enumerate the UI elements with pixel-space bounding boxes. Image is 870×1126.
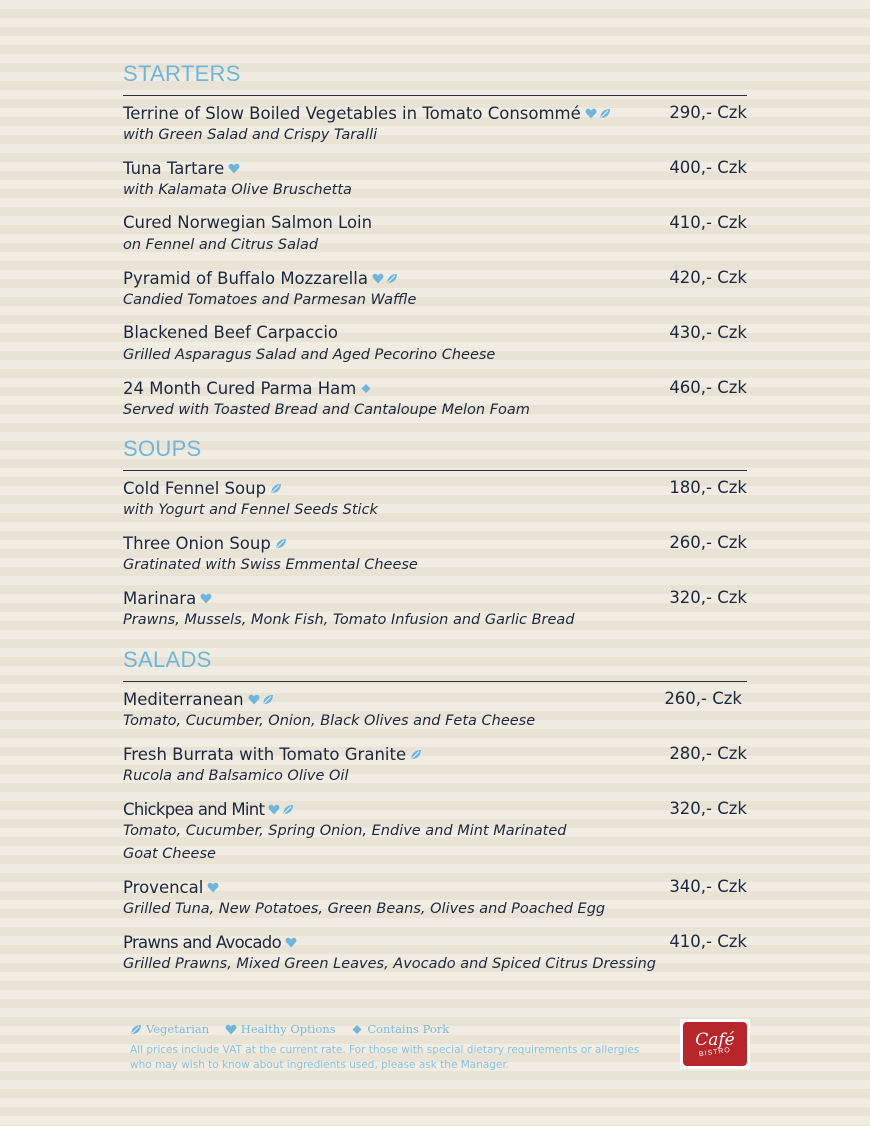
menu-item (123, 476, 747, 531)
item-price: 290,- Czk (669, 103, 747, 122)
heart-icon (248, 694, 260, 705)
menu-item (123, 156, 747, 211)
item-description: Candied Tomatoes and Parmesan Waffle (123, 292, 417, 308)
section-title-salads: SALADS (123, 647, 212, 672)
menu-item (123, 742, 747, 797)
menu-item (123, 930, 747, 985)
soups-list (123, 476, 747, 641)
item-name: Cold Fennel Soup (123, 479, 267, 498)
leaf-icon (275, 538, 287, 549)
menu-item (123, 376, 747, 431)
leaf-icon (270, 483, 282, 494)
item-name: Tuna Tartare (123, 159, 225, 178)
item-name: Chickpea and Mint (123, 800, 265, 819)
logo-cafe-text: Café (695, 1030, 735, 1050)
item-price: 260,- Czk (664, 689, 742, 708)
menu-item (123, 101, 747, 156)
item-name: Prawns and Avocado (123, 933, 281, 952)
menu-footer (130, 1019, 670, 1073)
diet-tags (275, 531, 289, 555)
menu-item (123, 266, 747, 321)
item-price: 410,- Czk (669, 932, 747, 951)
item-price: 340,- Czk (669, 877, 747, 896)
item-name: Mediterranean (123, 690, 244, 709)
diet-tags (285, 930, 299, 954)
menu-item (123, 321, 747, 376)
legend-vegetarian: Vegetarian (130, 1019, 209, 1038)
leaf-icon (130, 1024, 142, 1035)
menu-item (123, 797, 747, 875)
item-name: Three Onion Soup (123, 534, 271, 553)
legend-pork: Contains Pork (351, 1019, 449, 1038)
item-price: 280,- Czk (669, 744, 747, 763)
starters-list (123, 101, 747, 431)
heart-icon (225, 1024, 237, 1035)
item-name: Marinara (123, 589, 197, 608)
heart-icon (200, 593, 212, 604)
legend-healthy: Healthy Options (225, 1019, 336, 1038)
item-description: Grilled Asparagus Salad and Aged Pecorino Cheese (123, 347, 496, 363)
leaf-icon (410, 749, 422, 760)
item-description: Grilled Tuna, New Potatoes, Green Beans, Olives and Poached Egg (123, 901, 606, 917)
diet-tags (268, 797, 296, 821)
diamond-icon (360, 383, 372, 394)
item-description: Prawns, Mussels, Monk Fish, Tomato Infusion and Garlic Bread (123, 612, 575, 628)
item-price: 400,- Czk (669, 158, 747, 177)
item-price: 460,- Czk (669, 378, 747, 397)
item-description: with Yogurt and Fennel Seeds Stick (123, 502, 378, 518)
menu-item (123, 531, 747, 586)
heart-icon (207, 882, 219, 893)
cafe-bistro-logo (680, 1019, 750, 1069)
diet-tags (200, 586, 214, 610)
item-price: 320,- Czk (669, 799, 747, 818)
item-name: Terrine of Slow Boiled Vegetables in Tomato Consommé (123, 104, 581, 123)
leaf-icon (262, 694, 274, 705)
item-description: Tomato, Cucumber, Onion, Black Olives and Feta Cheese (123, 713, 536, 729)
heart-icon (372, 273, 384, 284)
diet-tags (248, 687, 276, 711)
menu-item (123, 586, 747, 641)
item-name: Provencal (123, 878, 204, 897)
heart-icon (585, 108, 597, 119)
item-name: Cured Norwegian Salmon Loin (123, 213, 373, 232)
item-description: Grilled Prawns, Mixed Green Leaves, Avocado and Spiced Citrus Dressing (123, 956, 656, 972)
item-description: with Kalamata Olive Bruschetta (123, 182, 352, 198)
section-salads (123, 646, 747, 985)
item-name: Pyramid of Buffalo Mozzarella (123, 269, 368, 288)
menu-item (123, 687, 747, 742)
section-divider (123, 95, 747, 96)
section-divider (123, 681, 747, 682)
section-title-soups: SOUPS (123, 436, 202, 461)
menu-item (123, 211, 747, 266)
diet-tags (228, 156, 242, 180)
section-soups (123, 435, 747, 641)
leaf-icon (282, 804, 294, 815)
item-description: Tomato, Cucumber, Spring Onion, Endive and Mint Marinated Goat Cheese (123, 823, 567, 862)
logo-bistro-text: BISTRO (698, 1046, 732, 1059)
item-description: Rucola and Balsamico Olive Oil (123, 768, 349, 784)
diet-tags (585, 101, 613, 125)
item-description: on Fennel and Citrus Salad (123, 237, 319, 253)
item-price: 320,- Czk (669, 588, 747, 607)
menu-item (123, 875, 747, 930)
item-price: 410,- Czk (669, 213, 747, 232)
diet-tags (360, 376, 374, 400)
item-price: 430,- Czk (669, 323, 747, 342)
diet-tags (372, 266, 400, 290)
vat-allergy-note: All prices include VAT at the current rate. For those with special dietary requirements or allergies who may wish to know about ingredients used, please ask the Manager. (130, 1044, 640, 1071)
diet-tags (410, 742, 424, 766)
section-starters (123, 60, 747, 431)
leaf-icon (386, 273, 398, 284)
salads-list (123, 687, 747, 985)
leaf-icon (599, 108, 611, 119)
item-price: 260,- Czk (669, 533, 747, 552)
heart-icon (228, 163, 240, 174)
heart-icon (268, 804, 280, 815)
diet-legend (130, 1019, 670, 1037)
section-title-starters: STARTERS (123, 61, 241, 86)
item-name: Blackened Beef Carpaccio (123, 323, 339, 342)
item-description: Served with Toasted Bread and Cantaloupe Melon Foam (123, 402, 530, 418)
item-name: 24 Month Cured Parma Ham (123, 379, 357, 398)
item-description: Gratinated with Swiss Emmental Cheese (123, 557, 418, 573)
item-price: 180,- Czk (669, 478, 747, 497)
item-price: 420,- Czk (669, 268, 747, 287)
item-description: with Green Salad and Crispy Taralli (123, 127, 378, 143)
section-divider (123, 470, 747, 471)
diamond-icon (351, 1024, 363, 1035)
diet-tags (270, 476, 284, 500)
item-name: Fresh Burrata with Tomato Granite (123, 745, 407, 764)
heart-icon (285, 937, 297, 948)
diet-tags (207, 875, 221, 899)
